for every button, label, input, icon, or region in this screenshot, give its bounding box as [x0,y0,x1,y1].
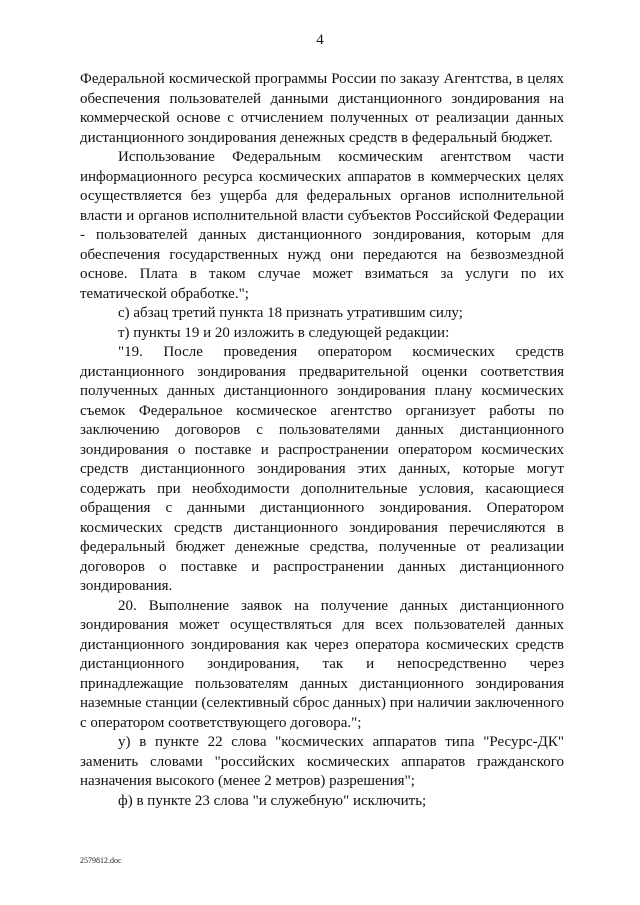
paragraph: т) пункты 19 и 20 изложить в следующей редакции: [118,324,450,341]
page-number: 4 [316,32,324,48]
paragraph: у) в пункте 22 слова "космических аппаратов типа "Ресурс-ДК" заменить словами "российских космических аппаратов гражданского назначения высокого (менее 2 метров) разрешения"; [80,734,564,789]
paragraph: "19. После проведения оператором космических средств дистанционного зондирования предварительной оценки соответствия полученных данных дистанционного зондирования плану космических съемок Федеральное космическое агентство организует работы по заключению договоров с пользователями данных дистанционного зондирования о поставке и распространении оператором космических средств дистанционного зондирования этих данных, которые могут содержать при необходимости дополнительные условия, касающиеся обращения с данными дистанционного зондирования. Оператором космических средств дистанционного зондирования перечисляются в федеральный бюджет денежные средства, полученные от реализации договоров о поставке и распространении данных дистанционного зондирования. [80,344,564,594]
paragraph: Использование Федеральным космическим агентством части информационного ресурса космических аппаратов в коммерческих целях осуществляется без ущерба для федеральных органов исполнительной власти и органов исполнительной власти субъектов Российской Федерации - пользователей данных дистанционного зондирования, которым для обеспечения государственных нужд они передаются на безвозмездной основе. Плата в таком случае может взиматься за услуги по их тематической обработке."; [80,149,564,302]
paragraph: Федеральной космической программы России по заказу Агентства, в целях обеспечения пользователей данными дистанционного зондирования на коммерческой основе с отчислением полученных от реализации данных дистанционного зондирования денежных средств в федеральный бюджет. [80,71,564,146]
file-name-footer: 2579812.doc [80,856,122,865]
paragraph: 20. Выполнение заявок на получение данных дистанционного зондирования может осуществляться для всех пользователей данных дистанционного зондирования как через оператора космических средств дистанционного зондирования, так и непосредственно через принадлежащие пользователям данных дистанционного зондирования наземные станции (селективный сброс данных) при наличии заключенного с оператором соответствующего договора."; [80,597,564,731]
paragraph: с) абзац третий пункта 18 признать утратившим силу; [118,305,463,321]
document-body [80,70,564,811]
paragraph: ф) в пункте 23 слова "и служебную" исключить; [118,792,427,809]
